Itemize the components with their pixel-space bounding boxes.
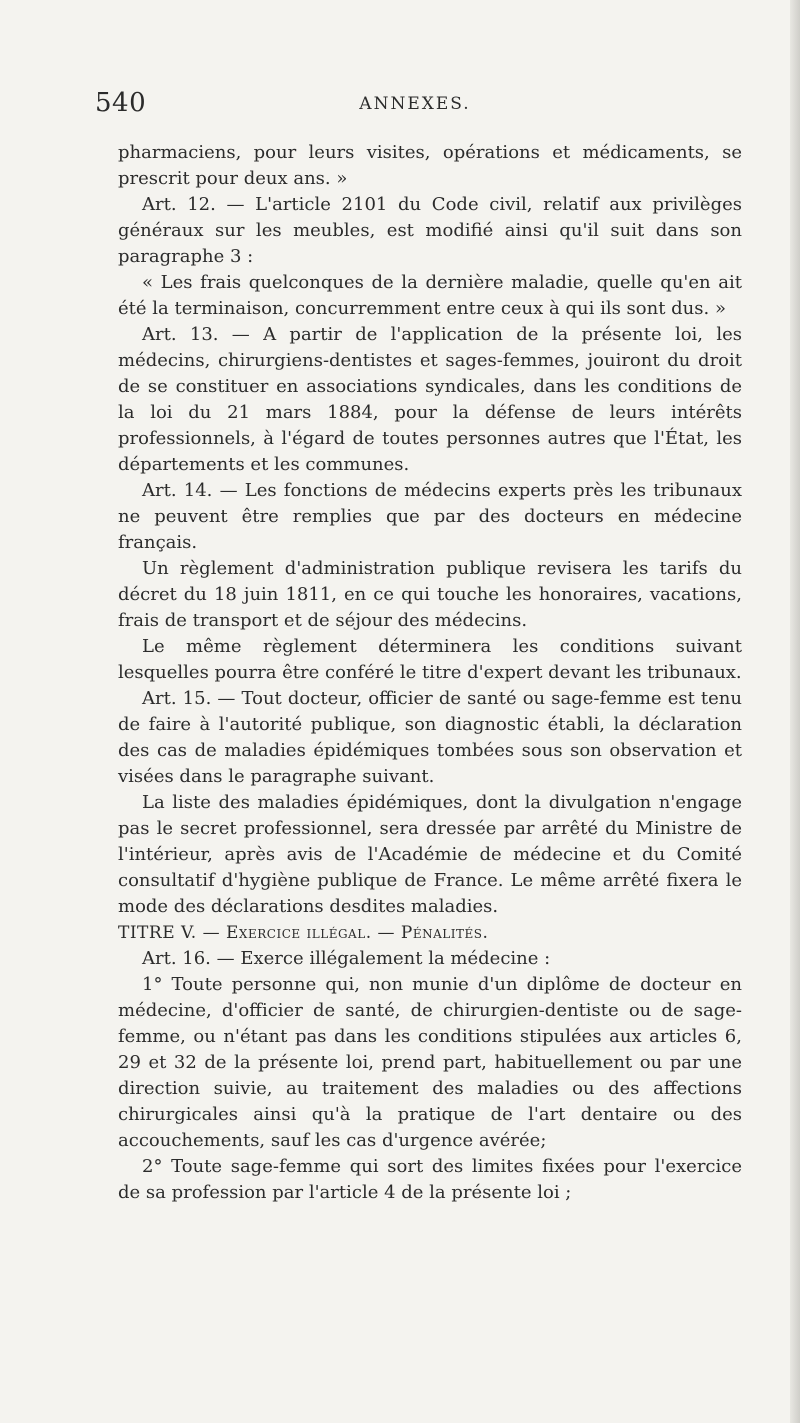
paragraph: Un règlement d'administration publique revisera les tarifs du décret du 18 juin 1811, en ce qui touche les honoraires, vacations, frais de transport et de séjour des médecins. (118, 558, 742, 631)
running-title: ANNEXES. (359, 94, 471, 114)
page-header (95, 88, 735, 128)
page-body (118, 140, 742, 1206)
article-14: Art. 14. — Les fonctions de médecins experts près les tribunaux ne peuvent être remplies que par des docteurs en médecine français. (118, 480, 742, 553)
paragraph: Le même règlement déterminera les conditions suivant lesquelles pourra être conféré le titre d'expert devant les tribunaux. (118, 636, 742, 683)
article-16: Art. 16. — Exerce illégalement la médecine : (142, 948, 551, 969)
paragraph: La liste des maladies épidémiques, dont la divulgation n'engage pas le secret professionnel, sera dressée par arrêté du Ministre de l'intérieur, après avis de l'Académie de médecine et du Comité consultatif d'hygiène publique de France. Le même arrêté fixera le mode des déclarations desdites maladies. (118, 792, 742, 917)
quoted-paragraph: « Les frais quelconques de la dernière maladie, quelle qu'en ait été la terminaison, concurremment entre ceux à qui ils sont dus. » (118, 272, 742, 319)
paragraph: pharmaciens, pour leurs visites, opérations et médicaments, se prescrit pour deux ans. » (118, 142, 742, 189)
article-12: Art. 12. — L'article 2101 du Code civil, relatif aux privilèges généraux sur les meubles, est modifié ainsi qu'il suit dans son paragraphe 3 : (118, 194, 742, 267)
section-title: TITRE V. — Exercice illégal. — Pénalités. (118, 923, 489, 943)
page-number: 540 (95, 88, 147, 118)
list-item: 1° Toute personne qui, non munie d'un diplôme de docteur en médecine, d'officier de santé, de chirurgien-dentiste ou de sage-femme, ou n'étant pas dans les conditions stipulées aux articles 6, 29 et 32 de la présente loi, prend part, habituellement ou par une direction suivie, au traitement des maladies ou des affections chirurgicales ainsi qu'à la pratique de l'art dentaire ou des accouchements, sauf les cas d'urgence avérée; (118, 974, 742, 1151)
article-15: Art. 15. — Tout docteur, officier de santé ou sage-femme est tenu de faire à l'autorité publique, son diagnostic établi, la déclaration des cas de maladies épidémiques tombées sous son observation et visées dans le paragraphe suivant. (118, 688, 742, 787)
article-13: Art. 13. — A partir de l'application de la présente loi, les médecins, chirurgiens-dentistes et sages-femmes, jouiront du droit de se constituer en associations syndicales, dans les conditions de la loi du 21 mars 1884, pour la défense de leurs intérêts professionnels, à l'égard de toutes personnes autres que l'État, les départements et les communes. (118, 324, 742, 475)
page-edge-shadow (790, 0, 800, 1423)
list-item: 2° Toute sage-femme qui sort des limites fixées pour l'exercice de sa profession par l'article 4 de la présente loi ; (118, 1156, 742, 1203)
